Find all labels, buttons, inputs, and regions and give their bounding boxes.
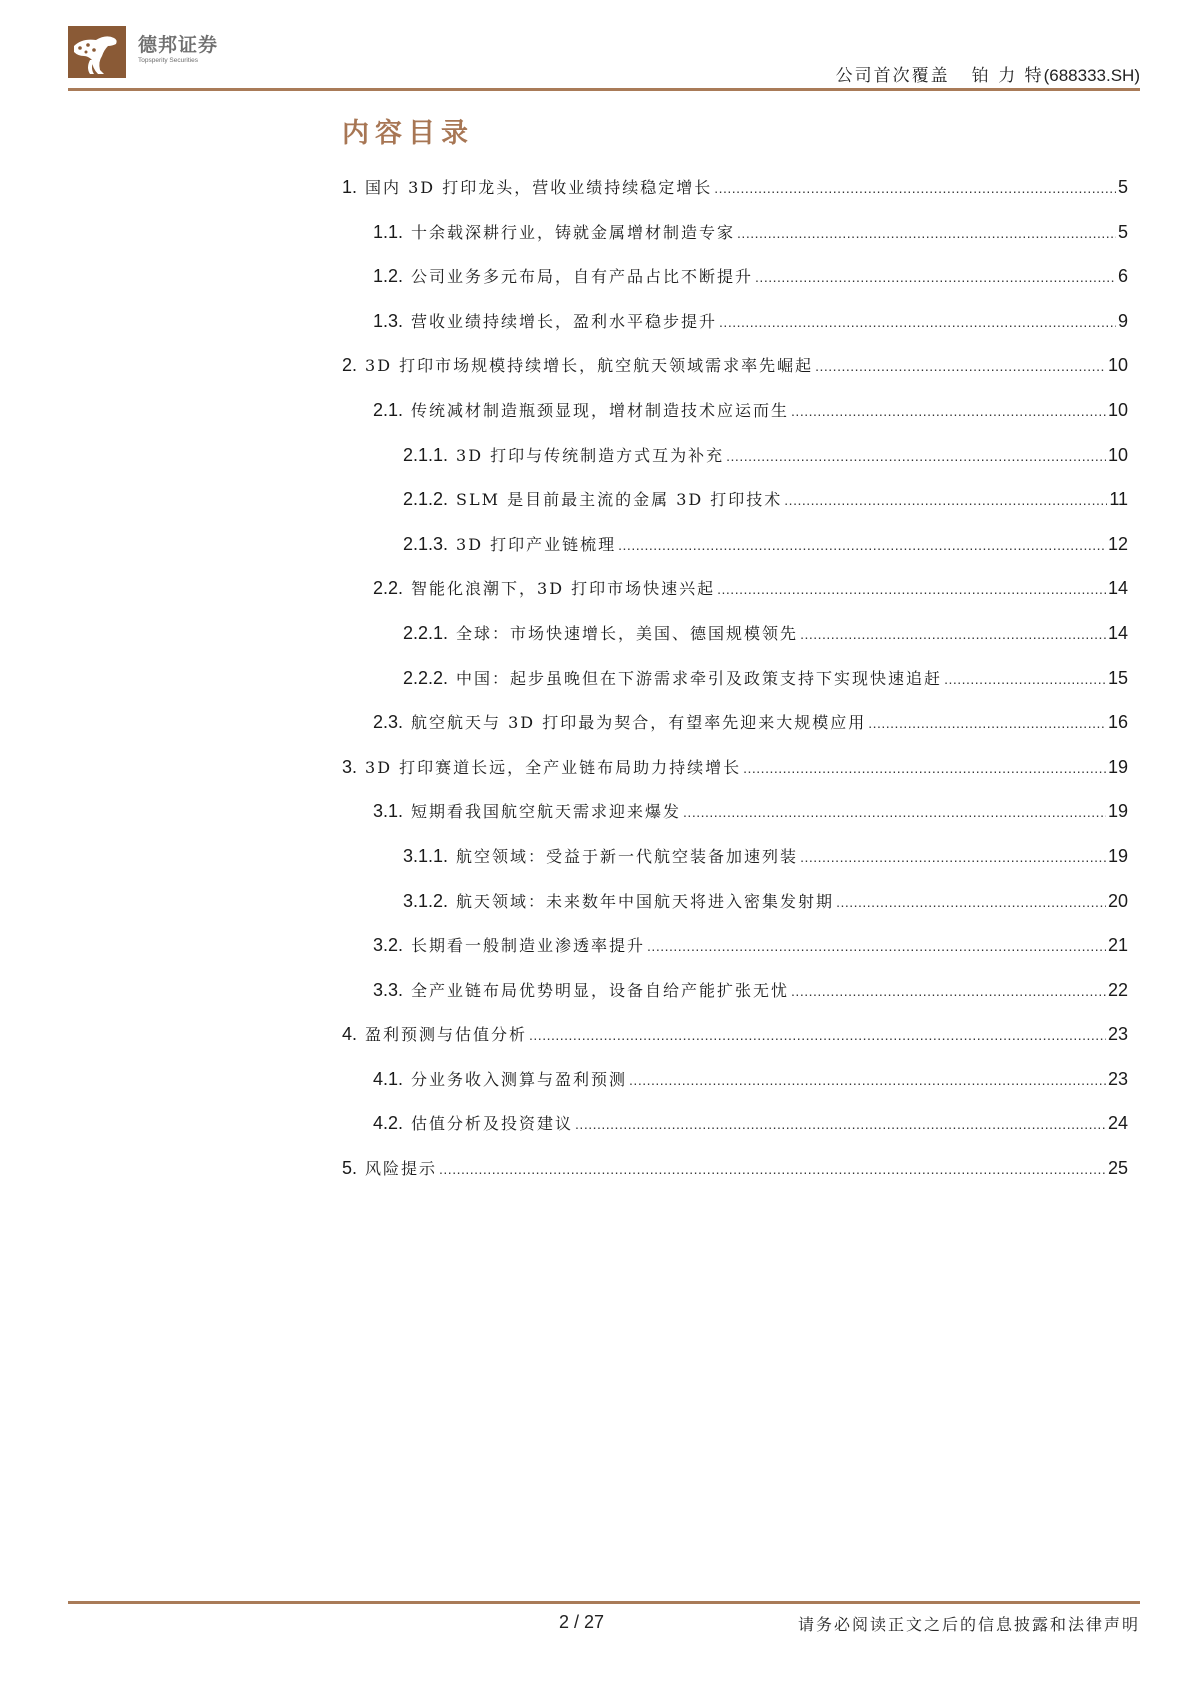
toc-entry-number: 3. (342, 756, 358, 777)
toc-entry-title: 3D 打印产业链梳理 (456, 534, 617, 554)
toc-dot-leader (439, 1158, 1106, 1180)
disclaimer-note: 请务必阅读正文之后的信息披露和法律声明 (797, 1615, 1140, 1634)
toc-entry[interactable] (342, 934, 1128, 979)
company-name: 铂 力 特 (971, 66, 1044, 86)
toc-entry-number: 1.2. (373, 266, 404, 287)
toc-entry-page: 10 (1107, 399, 1128, 420)
toc-entry-title: SLM 是目前最主流的金属 3D 打印技术 (456, 490, 783, 510)
footer-divider (68, 1601, 1140, 1604)
toc-entry-title: 盈利预测与估值分析 (365, 1025, 528, 1045)
toc-entry-page: 19 (1107, 845, 1128, 866)
toc-dot-leader (737, 222, 1116, 244)
toc-entry-number: 2.3. (373, 712, 404, 733)
toc-entry[interactable] (342, 310, 1128, 355)
toc-entry-number: 2.1.1. (403, 444, 449, 465)
toc-entry-page: 15 (1107, 667, 1128, 688)
toc-entry-number: 1. (342, 177, 358, 197)
toc-dot-leader (714, 177, 1116, 199)
toc-entry[interactable] (342, 667, 1128, 712)
toc-entry-page: 6 (1117, 266, 1128, 287)
toc-entry-title: 估值分析及投资建议 (411, 1114, 574, 1134)
toc-entry-number: 2.2. (373, 578, 404, 599)
toc-dot-leader (755, 266, 1116, 288)
toc-entry-page: 5 (1117, 221, 1128, 242)
toc-dot-leader (791, 400, 1106, 422)
toc-dot-leader (800, 846, 1106, 868)
page-indicator: 2 / 27 (559, 1612, 605, 1632)
page-header (68, 24, 1140, 94)
toc-entry[interactable] (342, 354, 1128, 399)
toc-entry-number: 2.1.3. (403, 533, 449, 554)
toc-entry-page: 23 (1107, 1068, 1128, 1089)
toc-entry-page: 10 (1107, 444, 1128, 465)
toc-entry-number: 3.1. (373, 801, 404, 822)
toc-entry[interactable] (342, 265, 1128, 310)
toc-entry-page: 11 (1109, 489, 1128, 510)
toc-entry[interactable] (342, 711, 1128, 756)
toc-entry[interactable] (342, 890, 1128, 935)
toc-entry[interactable] (342, 488, 1128, 533)
toc-dot-leader (719, 311, 1116, 333)
toc-entry-number: 2.1. (373, 399, 404, 420)
toc-entry-number: 2.2.2. (403, 667, 449, 688)
toc-entry[interactable] (342, 399, 1128, 444)
toc-entry-page: 24 (1107, 1113, 1128, 1134)
toc-entry-title: 航空领域：受益于新一代航空装备加速列装 (456, 846, 799, 866)
toc-dot-leader (575, 1113, 1106, 1135)
toc-title: 内容目录 (342, 118, 474, 149)
toc-entry-title: 营收业绩持续增长，盈利水平稳步提升 (411, 311, 718, 331)
toc-entry-page: 22 (1107, 979, 1128, 1000)
toc-entry-title: 中国：起步虽晚但在下游需求牵引及政策支持下实现快速追赶 (456, 668, 943, 688)
toc-entry-page: 14 (1107, 578, 1128, 599)
toc-entry-title: 国内 3D 打印龙头，营收业绩持续稳定增长 (365, 178, 713, 197)
toc-dot-leader (836, 891, 1106, 913)
toc-entry[interactable] (342, 221, 1128, 266)
toc-entry-page: 16 (1107, 712, 1128, 733)
toc-entry-title: 智能化浪潮下，3D 打印市场快速兴起 (411, 579, 716, 599)
toc-dot-leader (743, 757, 1106, 779)
toc-entry-number: 3.1.2. (403, 890, 449, 911)
toc-entry-title: 全产业链布局优势明显，设备自给产能扩张无忧 (411, 980, 790, 1000)
toc-dot-leader (647, 935, 1106, 957)
logo-english-name: Topsperity Securities (138, 57, 198, 64)
logo-wordmark (138, 34, 218, 65)
toc-entry-page: 12 (1107, 533, 1128, 554)
toc-entry-page: 10 (1107, 355, 1128, 376)
toc-entry-page: 23 (1107, 1024, 1128, 1045)
toc-entry-page: 14 (1107, 622, 1128, 643)
toc-entry-number: 1.1. (373, 221, 404, 242)
report-identifier (836, 61, 1140, 86)
toc-entry-title: 十余载深耕行业，铸就金属增材制造专家 (411, 222, 736, 242)
toc-entry[interactable] (342, 533, 1128, 578)
toc-entry[interactable] (342, 622, 1128, 667)
toc-dot-leader (800, 623, 1106, 645)
toc-dot-leader (791, 980, 1106, 1002)
stock-code: (688333.SH) (1043, 66, 1140, 85)
toc-entry-title: 航空航天与 3D 打印最为契合，有望率先迎来大规模应用 (411, 713, 867, 733)
toc-entry-number: 3.3. (373, 979, 404, 1000)
toc-dot-leader (683, 801, 1106, 823)
toc-entry-number: 4.2. (373, 1113, 404, 1134)
toc-dot-leader (944, 668, 1106, 690)
toc-entry-title: 公司业务多元布局，自有产品占比不断提升 (411, 267, 754, 287)
toc-entry-title: 传统减材制造瓶颈显现，增材制造技术应运而生 (411, 400, 790, 420)
toc-dot-leader (717, 578, 1106, 600)
toc-entry[interactable] (342, 800, 1128, 845)
toc-entry-number: 5. (342, 1158, 358, 1179)
toc-entry-page: 9 (1117, 310, 1128, 331)
toc-entry-number: 2. (342, 355, 358, 376)
toc-dot-leader (784, 489, 1107, 511)
toc-entry[interactable] (342, 176, 1128, 221)
toc-entry-title: 3D 打印与传统制造方式互为补充 (456, 445, 725, 465)
toc-entry[interactable] (342, 1068, 1128, 1113)
toc-entry-number: 1.3. (373, 310, 404, 331)
toc-entry-title: 分业务收入测算与盈利预测 (411, 1069, 628, 1089)
toc-entry-page: 20 (1107, 890, 1128, 911)
toc-entry[interactable] (342, 444, 1128, 489)
toc-entry-number: 3.1.1. (403, 845, 449, 866)
toc-dot-leader (815, 355, 1106, 377)
toc-entry-number: 2.2.1. (403, 622, 449, 643)
toc-dot-leader (868, 712, 1106, 734)
toc-entry[interactable] (342, 845, 1128, 890)
table-of-contents (342, 176, 1128, 1202)
toc-entry-page: 21 (1107, 935, 1128, 956)
header-divider (68, 88, 1140, 91)
toc-entry[interactable] (342, 756, 1128, 801)
toc-entry-page: 19 (1107, 801, 1128, 822)
toc-entry-title: 长期看一般制造业渗透率提升 (411, 936, 646, 956)
toc-dot-leader (618, 534, 1106, 556)
toc-entry[interactable] (342, 1023, 1128, 1068)
toc-entry-number: 4. (342, 1024, 358, 1045)
toc-entry-title: 全球：市场快速增长，美国、德国规模领先 (456, 623, 799, 643)
toc-entry[interactable] (342, 979, 1128, 1024)
toc-entry-title: 风险提示 (365, 1159, 438, 1179)
toc-entry-title: 3D 打印市场规模持续增长，航空航天领域需求率先崛起 (365, 356, 814, 376)
company-logo-icon (68, 26, 126, 78)
toc-entry[interactable] (342, 577, 1128, 622)
toc-dot-leader (629, 1069, 1106, 1091)
toc-entry-title: 航天领域：未来数年中国航天将进入密集发射期 (456, 891, 835, 911)
logo-chinese-name: 德邦证券 (138, 34, 219, 56)
toc-dot-leader (529, 1024, 1106, 1046)
toc-entry[interactable] (342, 1112, 1128, 1157)
toc-entry-title: 短期看我国航空航天需求迎来爆发 (411, 802, 682, 822)
toc-entry-number: 2.1.2. (403, 489, 449, 510)
toc-entry-number: 3.2. (373, 935, 404, 956)
toc-entry-page: 19 (1107, 756, 1128, 777)
toc-dot-leader (726, 445, 1106, 467)
toc-entry-page: 25 (1107, 1158, 1128, 1179)
toc-entry-page: 5 (1117, 177, 1128, 197)
toc-entry-title: 3D 打印赛道长远，全产业链布局助力持续增长 (365, 757, 742, 777)
toc-entry-number: 4.1. (373, 1068, 404, 1089)
toc-entry[interactable] (342, 1157, 1128, 1202)
report-type: 公司首次覆盖 (835, 66, 950, 86)
